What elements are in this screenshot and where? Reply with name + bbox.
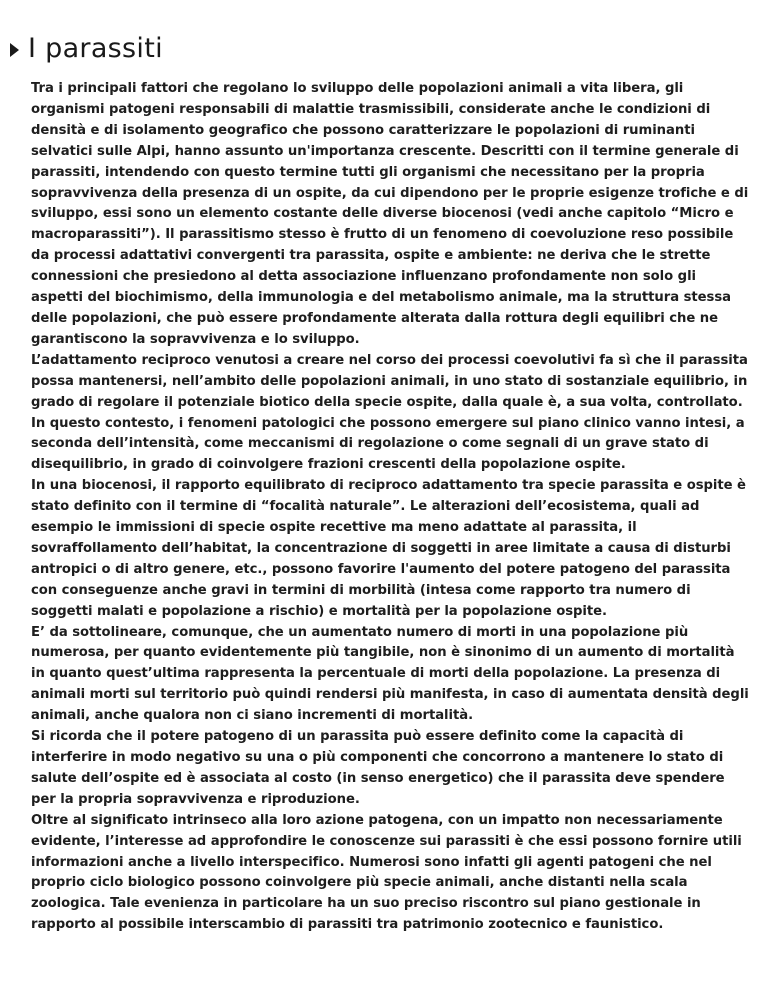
section-title: I parassiti xyxy=(28,33,163,64)
paragraph: Si ricorda che il potere patogeno di un parassita può essere definito come la capacità di interferire in modo negativo su una o più componenti che concorrono a mantenere lo stato di salute dell’ospite ed è associata al costo (in senso energetico) che il parassita deve spendere per la propria sopravvivenza e riproduzione. xyxy=(31,729,725,807)
body-text xyxy=(31,79,751,936)
triangle-right-icon xyxy=(10,43,19,57)
section-heading xyxy=(10,34,163,64)
paragraph: L’adattamento reciproco venutosi a creare nel corso dei processi coevolutivi fa sì che il parassita possa mantenersi, nell’ambito delle popolazioni animali, in uno stato di sostanziale equilibrio, in grado di regolare il potenziale biotico della specie ospite, dalla quale è, a sua volta, controllato. In questo contesto, i fenomeni patologici che possono emergere sul piano clinico vanno intesi, a seconda dell’intensità, come meccanismi di regolazione o come segnali di un grave stato di disequilibrio, in grado di coinvolgere frazioni crescenti della popolazione ospite. xyxy=(31,352,748,473)
paragraph: In una biocenosi, il rapporto equilibrato di reciproco adattamento tra specie parassita e ospite è stato definito con il termine di “focalità naturale”. Le alterazioni dell’ecosistema, quali ad esempio le immissioni di specie ospite recettive ma meno adattate al parassita, il sovraffollamento dell’habitat, la concentrazione di soggetti in aree limitate a causa di disturbi antropici o di altro genere, etc., possono favorire l'aumento del potere patogeno del parassita con conseguenze anche gravi in termini di morbilità (intesa come rapporto tra numero di soggetti malati e popolazione a rischio) e mortalità per la popolazione ospite. xyxy=(31,478,746,619)
paragraph: Tra i principali fattori che regolano lo sviluppo delle popolazioni animali a vita libera, gli organismi patogeni responsabili di malattie trasmissibili, considerate anche le condizioni di densità e di isolamento geografico che possono caratterizzare le popolazioni di ruminanti selvatici sulle Alpi, hanno assunto un'importanza crescente. Descritti con il termine generale di parassiti, intendendo con questo termine tutti gli organismi che necessitano per la propria sopravvivenza della presenza di un ospite, da cui dipendono per le proprie esigenze trofiche e di sviluppo, essi sono un elemento costante delle diverse biocenosi (vedi anche capitolo “Micro e macroparassiti”). Il parassitismo stesso è frutto di un fenomeno di coevoluzione reso possibile da processi adattativi convergenti tra parassita, ospite e ambiente: ne deriva che le strette connessioni che presiedono al detta associazione influenzano profondamente non solo gli aspetti del biochimismo, della immunologia e del metabolismo animale, ma la struttura stessa delle popolazioni, che può essere profondamente alterata dalla rottura degli equilibri che ne garantiscono la sopravvivenza e lo sviluppo. xyxy=(31,81,749,347)
paragraph: E’ da sottolineare, comunque, che un aumentato numero di morti in una popolazione più numerosa, per quanto evidentemente più tangibile, non è sinonimo di un aumento di mortalità in quanto quest’ultima rappresenta la percentuale di morti della popolazione. La presenza di animali morti sul territorio può quindi rendersi più manifesta, in caso di aumentata densità degli animali, anche qualora non ci siano incrementi di mortalità. xyxy=(31,624,749,724)
paragraph: Oltre al significato intrinseco alla loro azione patogena, con un impatto non necessariamente evidente, l’interesse ad approfondire le conoscenze sui parassiti è che essi possono fornire utili informazioni anche a livello interspecifico. Numerosi sono infatti gli agenti patogeni che nel proprio ciclo biologico possono coinvolgere più specie animali, anche distanti nella scala zoologica. Tale evenienza in particolare ha un suo preciso riscontro sul piano gestionale in rapporto al possibile interscambio di parassiti tra patrimonio zootecnico e faunistico. xyxy=(31,812,742,933)
